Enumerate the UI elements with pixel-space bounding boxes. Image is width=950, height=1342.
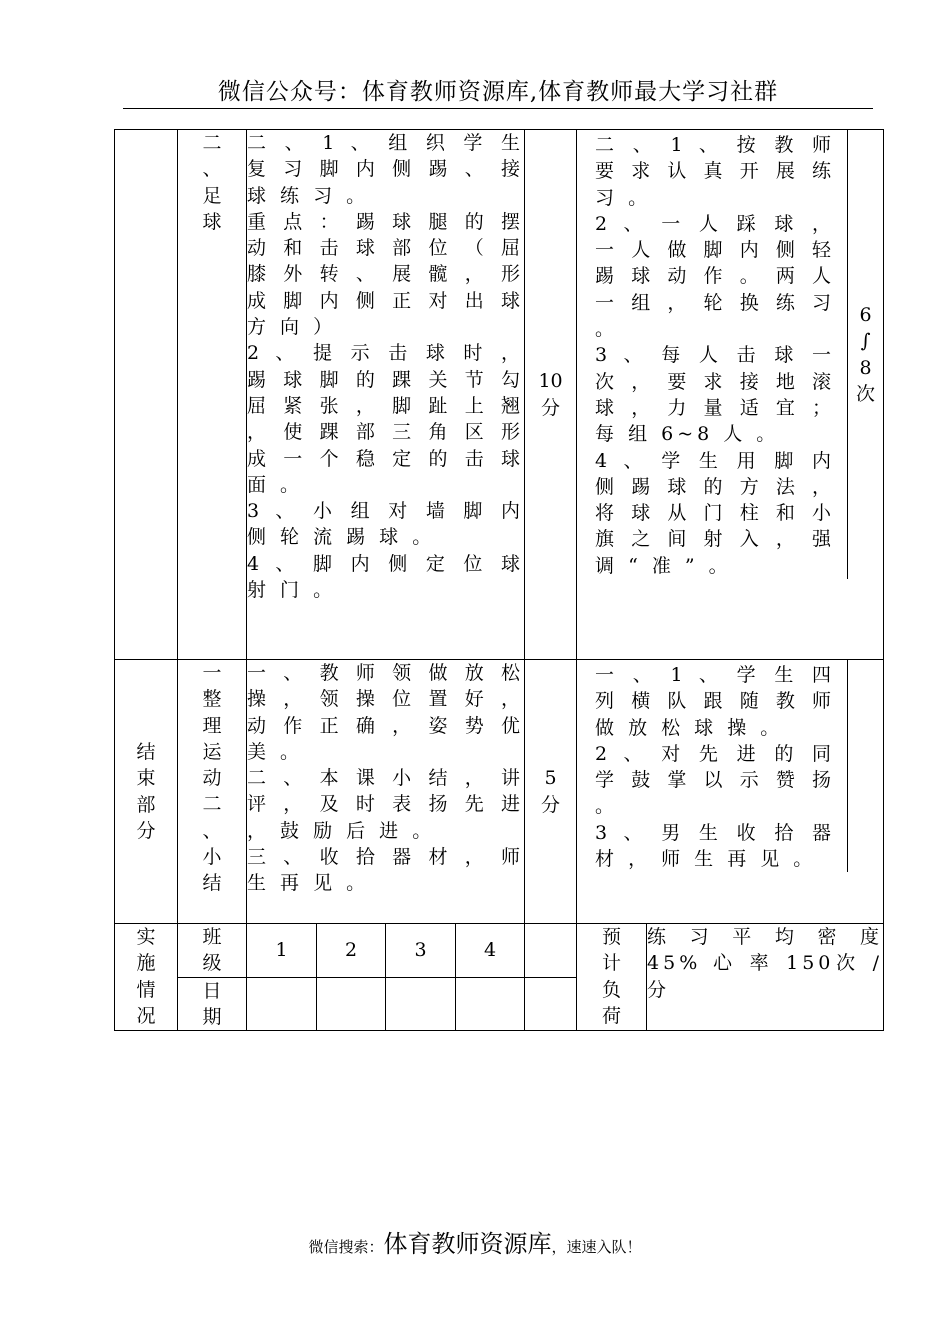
date-cell-3 bbox=[386, 977, 456, 1031]
implementation-label: 实 施 情 况 bbox=[115, 924, 178, 1031]
reps-cell bbox=[848, 660, 883, 872]
load-text: 练 习 平 均 密 度 45% 心 率 150次 / 分 bbox=[647, 924, 884, 1031]
topic-cell: 二 、 足 球 bbox=[178, 130, 247, 660]
page-header: 微信公众号：体育教师资源库,体育教师最大学习社群 bbox=[123, 76, 873, 109]
class-4: 4 bbox=[456, 924, 525, 978]
date-cell-empty bbox=[525, 977, 577, 1031]
reps-cell: 6 ∫ 8 次 bbox=[856, 303, 876, 405]
section-cell: 结 束 部 分 bbox=[115, 660, 178, 924]
class-2: 2 bbox=[317, 924, 386, 978]
time-cell: 10 分 bbox=[525, 130, 577, 660]
teacher-activity-cell: 一 、 教 师 领 做 放 松 操 ， 领 操 位 置 好 ， 动 作 正 确 ， 姿 势 优 美 。 二 、 本 课 小 结 ， 讲 评 ， 及 时 表 扬 先 进 ， 鼓 励 后 进 。 三 、 收 拾 器 材 ， 师 生 再 见 。 bbox=[247, 660, 525, 924]
section-cell bbox=[115, 130, 178, 660]
lesson-plan-table bbox=[114, 129, 884, 1031]
class-1: 1 bbox=[247, 924, 317, 978]
date-cell-4 bbox=[456, 977, 525, 1031]
student-and-reps-wrap bbox=[577, 130, 884, 660]
footer-name: 体育教师资源库 bbox=[383, 1230, 552, 1258]
student-activity-cell: 二 、 1 、 按 教 师 要 求 认 真 开 展 练 习 。 2 、 一 人 踩 球 ， 一 人 做 脚 内 侧 轻 踢 球 动 作 。 两 人 一 组 ， 轮 换 练 习 。 3 、 每 人 击 球 一 次 ， 要 求 接 地 滚 球 ， 力 量 适 宜 ； 每 组 6~8 人 。 4 、 学 生 用 脚 内 侧 踢 球 的 方 法 ， 将 球 从 门 柱 和 小 旗 之 间 射 入 ， 强 调 “ 准 ” 。 bbox=[577, 130, 848, 579]
table-row-closing bbox=[115, 660, 884, 924]
student-activity-cell: 一 、 1 、 学 生 四 列 横 队 跟 随 教 师 做 放 松 球 操 。 2 、 对 先 进 的 同 学 鼓 掌 以 示 赞 扬 。 3 、 男 生 收 拾 器 材 ， 师 生 再 见 。 bbox=[577, 660, 848, 872]
class-3: 3 bbox=[386, 924, 456, 978]
student-and-reps-wrap bbox=[577, 660, 884, 924]
class-label: 班 级 bbox=[178, 924, 247, 978]
footer-suffix: ，速速入队！ bbox=[551, 1238, 642, 1256]
teacher-activity-cell: 二 、 1 、 组 织 学 生 复 习 脚 内 侧 踢 、 接 球 练 习 。 重 点 ： 踢 球 腿 的 摆 动 和 击 球 部 位 （ 屈 膝 外 转 、 展 髋 ， 形 成 脚 内 侧 正 对 出 球 方 向 ） 2 、 提 示 击 球 时 ， 踢 球 脚 的 踝 关 节 勾 屈 紧 张 ， 脚 趾 上 翘 ， 使 踝 部 三 角 区 形 成 一 个 稳 定 的 击 球 面 。 3 、 小 组 对 墙 脚 内 侧 轮 流 踢 球 。 4 、 脚 内 侧 定 位 球 射 门 。 bbox=[247, 130, 525, 660]
implementation-row-class bbox=[115, 924, 884, 978]
load-label: 预 计 负 荷 bbox=[577, 924, 647, 1031]
footer-prefix: 微信搜索： bbox=[308, 1238, 384, 1256]
date-cell-1 bbox=[247, 977, 317, 1031]
date-cell-2 bbox=[317, 977, 386, 1031]
topic-cell: 一 整 理 运 动 二 、 小 结 bbox=[178, 660, 247, 924]
time-cell: 5 分 bbox=[525, 660, 577, 924]
date-label: 日 期 bbox=[178, 977, 247, 1031]
page-footer bbox=[0, 1224, 950, 1259]
table-row-football bbox=[115, 130, 884, 660]
class-empty bbox=[525, 924, 577, 978]
